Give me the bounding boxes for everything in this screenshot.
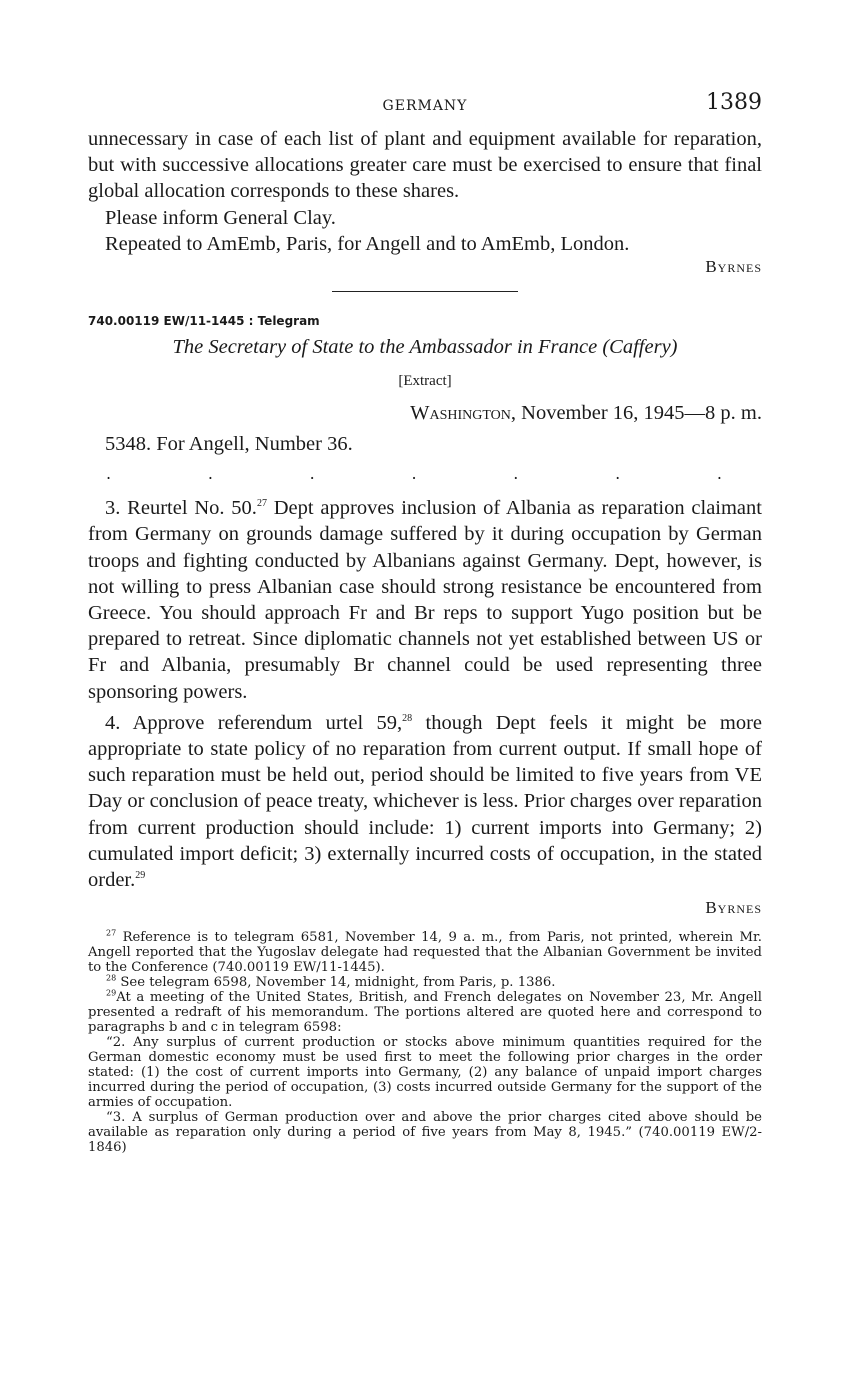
continuation-paragraph: unnecessary in case of each list of plant and equipment available for reparation, but with successive allocations greater care must be exercised to ensure that final global allocation corresponds to these shares. bbox=[88, 128, 762, 203]
paragraph-4: 4. Approve referendum urtel 59,28 though Dept feels it might be more appropriate to state policy of no reparation from current output. If small hope of such reparation must be held out, period should be limited to five years from VE Day or conclusion of peace treaty, whichever is less. Prior charges over reparation from current production should include: 1) current imports into Germany; 2) cumulated import deficit; 3) externally incurred costs of occupation, in the stated order.$^{29}$ bbox=[88, 711, 762, 892]
footnote-27: $^{27}$ Reference is to telegram 6581, November 14, 9 a. m., from Paris, not printed, wherein Mr. Angell reported that the Yugoslav delegate had requested that the Albanian Government be invited to the Conference (740.00119 EW/11-1445). bbox=[88, 928, 762, 976]
paragraph-3: 3. Reurtel No. 50.27 Dept approves inclusion of Albania as reparation claimant from Germany on grounds damage suffered by it during occupation by German troops and fighting conducted by Albanians against Germany. Dept, however, is not willing to press Albanian case should strong resistance be encountered from Greece. You should approach Fr and Br reps to support Yugo position but be prepared to retreat. Since diplomatic channels not yet established between US or Fr and Albania, presumably Br channel could be used representing three sponsoring powers. bbox=[88, 497, 762, 703]
ellipsis-dot: . bbox=[615, 464, 621, 484]
ellipsis-dot: . bbox=[207, 464, 213, 484]
ellipsis-dot: . bbox=[106, 464, 112, 484]
dateline bbox=[88, 402, 762, 425]
file-number: 740.00119 EW/11-1445 : Telegram bbox=[88, 314, 320, 329]
extract-note: [Extract] bbox=[398, 373, 452, 390]
inform-line: Please inform General Clay. bbox=[105, 206, 336, 229]
signature-byrnes-1: Byrnes bbox=[705, 257, 762, 277]
ellipsis-dot: . bbox=[411, 464, 417, 484]
footnote-29: $^{29}$At a meeting of the United States, British, and French delegates on November 23, Mr. Angell presented a redraft of his memorandum. The portions altered are quoted here and correspond to paragraphs b and c in telegram 6598: bbox=[88, 988, 762, 1036]
document-title: The Secretary of State to the Ambassador in France (Caffery) bbox=[172, 336, 678, 359]
dateline-date: , November 16, 1945—8 p. m. bbox=[510, 402, 762, 425]
footnotes bbox=[88, 930, 762, 1155]
repeated-line: Repeated to AmEmb, Paris, for Angell and to AmEmb, London. bbox=[105, 232, 630, 255]
footnote-ref-28: 28 bbox=[402, 713, 413, 725]
page-number: 1389 bbox=[706, 90, 762, 115]
ellipsis-row bbox=[88, 465, 762, 483]
footnote-ref-29: 29 bbox=[135, 870, 146, 882]
dateline-place: Washington bbox=[410, 402, 511, 425]
signature-byrnes-2: Byrnes bbox=[705, 898, 762, 918]
footnote-28: $^{28}$ See telegram 6598, November 14, midnight, from Paris, p. 1386. bbox=[106, 973, 556, 991]
running-head: GERMANY bbox=[382, 98, 468, 114]
document-page bbox=[88, 90, 762, 1155]
section-divider bbox=[332, 291, 518, 292]
telegram-opening: 5348. For Angell, Number 36. bbox=[105, 433, 353, 456]
footnote-quote-3: “3. A surplus of German production over and above the prior charges cited above should be available as reparation only during a period of five years from May 8, 1945.” (740.00119 EW/2-1846) bbox=[88, 1110, 762, 1156]
ellipsis-dot: . bbox=[513, 464, 519, 484]
footnote-ref-27: 27 bbox=[256, 498, 267, 510]
page-header bbox=[88, 90, 762, 126]
ellipsis-dot: . bbox=[309, 464, 315, 484]
footnote-quote-2: “2. Any surplus of current production or stocks above minimum quantities required for the German domestic economy must be used first to meet the following prior charges in the order stated: (1) the cost of current imports into Germany, (2) any balance of unpaid import charges incurred during the period of occupation, (3) costs incurred outside Germany for the support of the armies of occupation. bbox=[88, 1035, 762, 1111]
ellipsis-dot: . bbox=[716, 464, 722, 484]
